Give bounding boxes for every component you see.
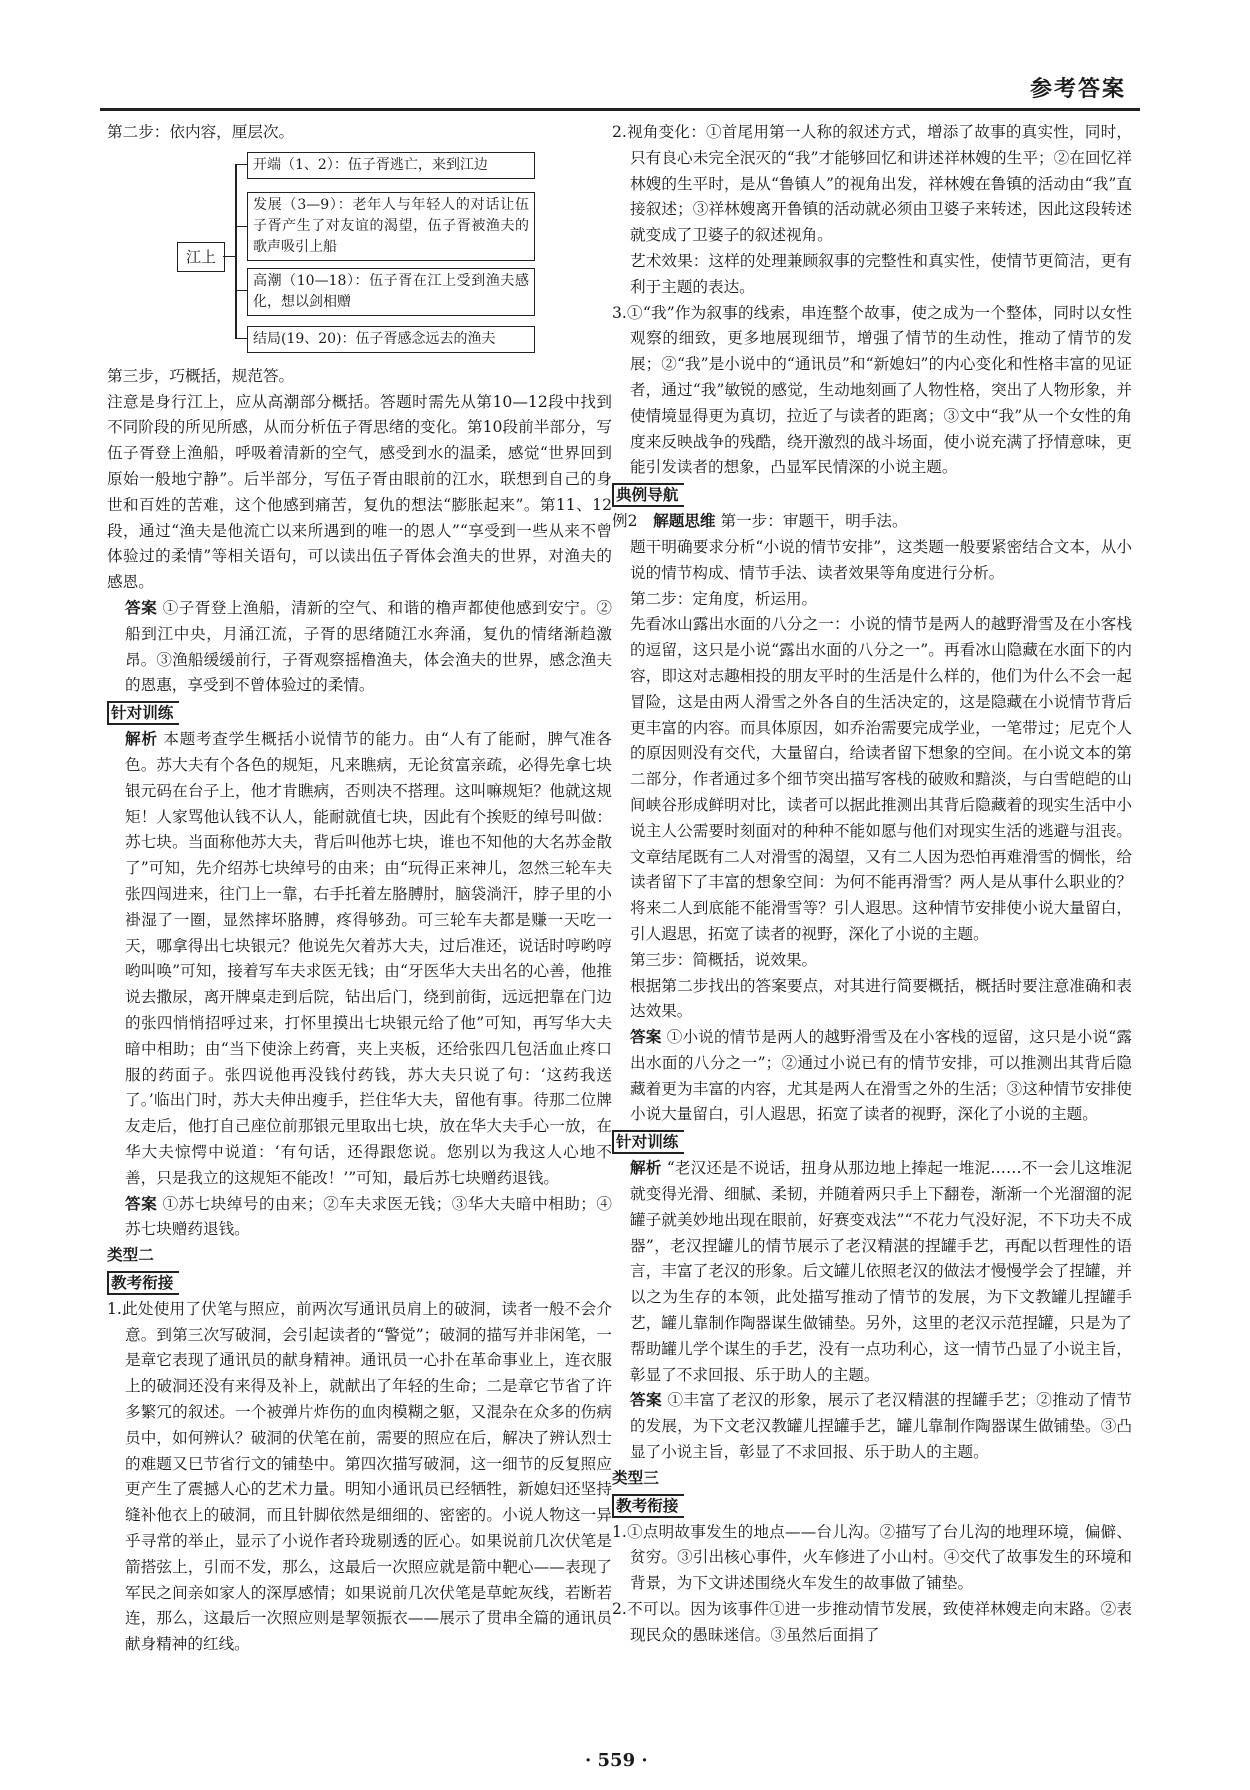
- section-heading: 教考衔接: [107, 1271, 179, 1295]
- diagram-connector: [235, 226, 247, 228]
- section-heading: 典例导航: [612, 483, 684, 507]
- list-item: 1.此处使用了伏笔与照应，前两次写通讯员肩上的破洞，读者一般不会介意。到第三次写破洞，会引起读者的“警觉”；破洞的描写并非闲笔，一是章它表现了通讯员的献身精神。通讯员一心扑在革命事业上，连衣服上的破洞还没有来得及补上，就献出了年轻的生命；二是章它节省了许多繁冗的叙述。一个被弹片炸伤的血肉模糊之躯，又混杂在众多的伤病员中，如何辨认？破洞的伏笔在前，需要的照应在后，解决了辨认烈士的难题又巳节省行文的铺垫中。第四次描写破洞，这一细节的反复照应更产生了震撼人心的艺术力量。明知小通讯员已经牺牲，新媳妇还坚持缝补他衣上的破洞，而且针脚依然是细细的、密密的。小说人物这一异乎寻常的举止，显示了小说作者玲珑剔透的匠心。如果说前几次伏笔是箭搭弦上，引而不发，那么，这最后一次照应就是箭中靶心——表现了军民之间亲如家人的深厚感情；如果说前几次伏笔是草蛇灰线，若断若连，那么，这最后一次照应则是挈领振衣——展示了贯串全篇的通讯员献身精神的红线。: [107, 1299, 612, 1654]
- diagram-node: 高潮（10—18）：伍子胥在江上受到渔夫感化，想以剑相赠: [247, 268, 535, 316]
- answer-paragraph: [612, 1388, 1132, 1465]
- type-heading: 类型三: [612, 1468, 659, 1487]
- answer-text: ①苏七块绰号的由来；②车夫求医无钱；③华大夫暗中相助；④苏七块赠药退钱。: [125, 1194, 612, 1239]
- page-header-title: 参考答案: [1030, 77, 1127, 102]
- example-step: 第一步：审题干，明手法。: [720, 512, 908, 531]
- analysis-label: 解析: [630, 1159, 662, 1178]
- section-heading: 针对训练: [107, 701, 179, 725]
- type-heading: 类型二: [107, 1246, 154, 1265]
- list-item: 2.不可以。因为该事件①进一步推动情节发展，致使祥林嫂走向末路。②表现民众的愚昧迷信。③虽然后面捐了: [612, 1600, 1132, 1644]
- analysis-label: 解析: [125, 730, 158, 749]
- left-column: [107, 120, 612, 1658]
- answer-paragraph: [612, 1025, 1132, 1128]
- example-title: 解题思维: [653, 512, 716, 531]
- answer-text: ①子胥登上渔船，清新的空气、和谐的橹声都使他感到安宁。②船到江中央，月涌江流，子胥的思绪随江水奔涌，复仇的情绪渐趋激昂。③渔船缓缓前行，子胥观察摇橹渔夫，体会渔夫的世界，感念渔夫的恩惠，享受到不曾体验过的柔情。: [125, 598, 612, 695]
- analysis-paragraph: [107, 727, 612, 1191]
- analysis-text: 本题考查学生概括小说情节的能力。由“人有了能耐，脾气准各色。苏大夫有个各色的规矩，凡来瞧病，无论贫富亲疏，必得先拿七块银元码在台子上，他才肯瞧病，否则决不搭理。这叫嘛规矩？他就这规矩！人家骂他认钱不认人，能耐就值七块，因此有个挨贬的绰号叫做：苏七块。当面称他苏大夫，背后叫他苏七块，谁也不知他的大名苏金散了”可知，先介绍苏七块绰号的由来；由“玩得正来神儿，忽然三轮车夫张四闯进来，往门上一靠，右手托着左胳膊肘，脑袋淌汗，脖子里的小褂湿了一圈，显然摔坏胳膊，疼得够劲。可三轮车夫都是赚一天吃一天，哪拿得出七块银元？他说先欠着苏大夫，过后准还，说话时哼哟哼哟叫唤”可知，接着写车夫求医无钱；由“牙医华大夫出名的心善，他推说去撒尿，离开牌桌走到后院，钻出后门，绕到前街，远远把靠在门边的张四悄悄招呼过来，打怀里摸出七块银元给了他”可知，再写华大夫暗中相助；由“当下使涂上药膏，夹上夹板，还给张四几包活血止疼口服的药面子。张四说他再没钱付药钱，苏大夫只说了句：‘这药我送了。’临出门时，苏大夫伸出瘦手，拦住华大夫，留他有事。待那二位牌友走后，他打自己座位前那银元里取出七块，放在华大夫手心一放，在华大夫惊愕中说道：‘有句话，还得跟您说。您别以为我这人心地不善，只是我立的这规矩不能改！’”可知，最后苏七块赠药退钱。: [125, 730, 612, 1187]
- answer-label: 答案: [630, 1028, 662, 1047]
- analysis-paragraph: [612, 1156, 1132, 1388]
- example-paragraph: 题干明确要求分析“小说的情节安排”，这类题一般要紧密结合文本，从小说的情节构成、情节手法、读者效果等角度进行分析。: [630, 537, 1132, 582]
- example-label: 例2: [612, 512, 638, 531]
- diagram-node: 开端（1、2）：伍子胥逃亡，来到江边: [247, 152, 535, 179]
- structure-diagram: [107, 150, 612, 362]
- example-step: 第三步：简概括，说效果。: [630, 950, 818, 969]
- diagram-root: 江上: [177, 242, 225, 272]
- example-paragraph: 根据第二步找出的答案要点，对其进行简要概括，概括时要注意准确和表达效果。: [630, 976, 1132, 1021]
- header-rule: [100, 108, 1140, 111]
- list-item: 3.①“我”作为叙事的线索，串连整个故事，使之成为一个整体，同时以女性观察的细致，更多地展现细节，增强了情节的生动性，推动了情节的发展；②“我”是小说中的“通讯员”和“新媳妇”的内心变化和性格丰富的见证者，通过“我”敏锐的感觉，生动地刻画了人物性格，突出了人物形象，并使情境显得更为真切，拉近了与读者的距离；③文中“我”从一个女性的角度来反映战争的残酷，绕开激烈的战斗场面，使小说充满了抒情意味，更能引发读者的想象，凸显军民情深的小说主题。: [612, 303, 1132, 477]
- list-item: 2.视角变化：①首尾用第一人称的叙述方式，增添了故事的真实性，同时，只有良心未完全泯灭的“我”才能够回忆和讲述祥林嫂的生平；②在回忆祥林嫂的生平时，是从“鲁镇人”的视角出发，祥林嫂在鲁镇的活动由“我”直接叙述；③祥林嫂离开鲁镇的活动就必须由卫婆子来转述，因此这段转述就变成了卫婆子的叙述视角。: [612, 123, 1132, 245]
- answer-paragraph: [107, 596, 612, 699]
- analysis-paragraph: 注意是身行江上，应从高潮部分概括。答题时需先从第10—12段中找到不同阶段的所见所感，从而分析伍子胥思绪的变化。第10段前半部分，写伍子胥登上渔船，呼吸着清新的空气，感受到水的温柔，感觉“世界回到原始一般地宁静”。后半部分，写伍子胥由眼前的江水，联想到自己的身世和百姓的苦难，这个他感到痛苦，复仇的想法“膨胀起来”。第11、12段，通过“渔夫是他流亡以来所遇到的唯一的恩人”“享受到一些从来不曾体验过的柔情”等相关语句，可以读出伍子胥体会渔夫的世界，对渔夫的感恩。: [107, 392, 612, 592]
- answer-label: 答案: [125, 1194, 158, 1213]
- example-step: 第二步：定角度，析运用。: [630, 589, 818, 608]
- step3-heading: 第三步，巧概括，规范答。: [107, 366, 295, 385]
- diagram-connector: [223, 256, 235, 258]
- right-column: [612, 120, 1132, 1649]
- analysis-text: “老汉还是不说话，扭身从那边地上捧起一堆泥……不一会儿这堆泥就变得光滑、细腻、柔韧，并随着两只手上下翻卷，渐渐一个光溜溜的泥罐子就美妙地出现在眼前，好赛变戏法”“不花力气没好泥，不下功夫不成器”，老汉捏罐儿的情节展示了老汉精湛的捏罐手艺，再配以哲理性的语言，丰富了老汉的形象。后文罐儿依照老汉的做法才慢慢学会了捏罐，并以之为生存的本领，此处描写推动了情节的发展，为下文教罐儿捏罐手艺，罐儿靠制作陶器谋生做铺垫。另外，这里的老汉示范捏罐，只是为了帮助罐儿学个谋生的手艺，没有一点功利心，这一情节凸显了小说主旨，彰显了不求回报、乐于助人的主题。: [630, 1159, 1132, 1384]
- page-number: · 559 ·: [585, 1750, 648, 1771]
- section-heading: 教考衔接: [612, 1494, 684, 1518]
- section-heading: 针对训练: [612, 1130, 684, 1154]
- example-heading: [612, 509, 1132, 535]
- list-item-continuation: 艺术效果：这样的处理兼顾叙事的完整性和真实性，使情节更简洁，更有利于主题的表达。: [630, 251, 1132, 296]
- diagram-node: 发展（3—9）：老年人与年轻人的对话让伍子胥产生了对友谊的渴望，伍子胥被渔夫的歌声吸引上船: [247, 192, 535, 261]
- answer-label: 答案: [630, 1391, 663, 1410]
- answer-paragraph: [107, 1192, 612, 1244]
- diagram-connector: [235, 290, 247, 292]
- answer-text: ①丰富了老汉的形象，展示了老汉精湛的捏罐手艺；②推动了情节的发展，为下文老汉教罐儿捏罐手艺，罐儿靠制作陶器谋生做铺垫。③凸显了小说主旨，彰显了不求回报、乐于助人的主题。: [630, 1391, 1132, 1462]
- example-paragraph: 先看冰山露出水面的八分之一：小说的情节是两人的越野滑雪及在小客栈的逗留，这只是小说“露出水面的八分之一”。再看冰山隐藏在水面下的内容，即这对志趣相投的朋友平时的生活是什么样的，他们为什么不会一起冒险，这是由两人滑雪之外各自的生活决定的，这是隐藏在小说情节背后更丰富的内容。而具体原因，如乔治需要完成学业，一笔带过；尼克个人的原因则没有交代，大量留白，给读者留下想象的空间。在小说文本的第二部分，作者通过多个细节突出描写客栈的破败和黯淡，与白雪皑皑的山间峡谷形成鲜明对比，读者可以据此推测出其背后隐藏着的现实生活中小说主人公需要时刻面对的种种不能如愿与他们对现实生活的逃避与沮丧。文章结尾既有二人对滑雪的渴望，又有二人因为恐怕再难滑雪的惆怅，给读者留下了丰富的想象空间：为何不能再滑雪？两人是从事什么职业的？将来二人到底能不能滑雪等？引人遐思。这种情节安排使小说大量留白，引人遐思，拓宽了读者的视野，深化了小说的主题。: [630, 615, 1132, 943]
- list-item: 1.①点明故事发生的地点——台儿沟。②描写了台儿沟的地理环境，偏僻、贫穷。③引出核心事件，火车修进了小山村。④交代了故事发生的环境和背景，为下文讲述围绕火车发生的故事做了铺垫。: [612, 1522, 1132, 1593]
- diagram-connector: [235, 338, 247, 340]
- answer-text: ①小说的情节是两人的越野滑雪及在小客栈的逗留，这只是小说“露出水面的八分之一”；②通过小说已有的情节安排，可以推测出其背后隐藏着更为丰富的内容，尤其是两人在滑雪之外的生活；③这种情节安排使小说大量留白，引人遐思，拓宽了读者的视野，深化了小说的主题。: [630, 1028, 1132, 1124]
- diagram-connector: [235, 164, 247, 166]
- diagram-node: 结局(19、20)：伍子胥感念远去的渔夫: [247, 326, 535, 353]
- diagram-connector: [235, 164, 237, 338]
- step2-heading: 第二步：依内容，厘层次。: [107, 123, 295, 141]
- answer-label: 答案: [125, 598, 158, 617]
